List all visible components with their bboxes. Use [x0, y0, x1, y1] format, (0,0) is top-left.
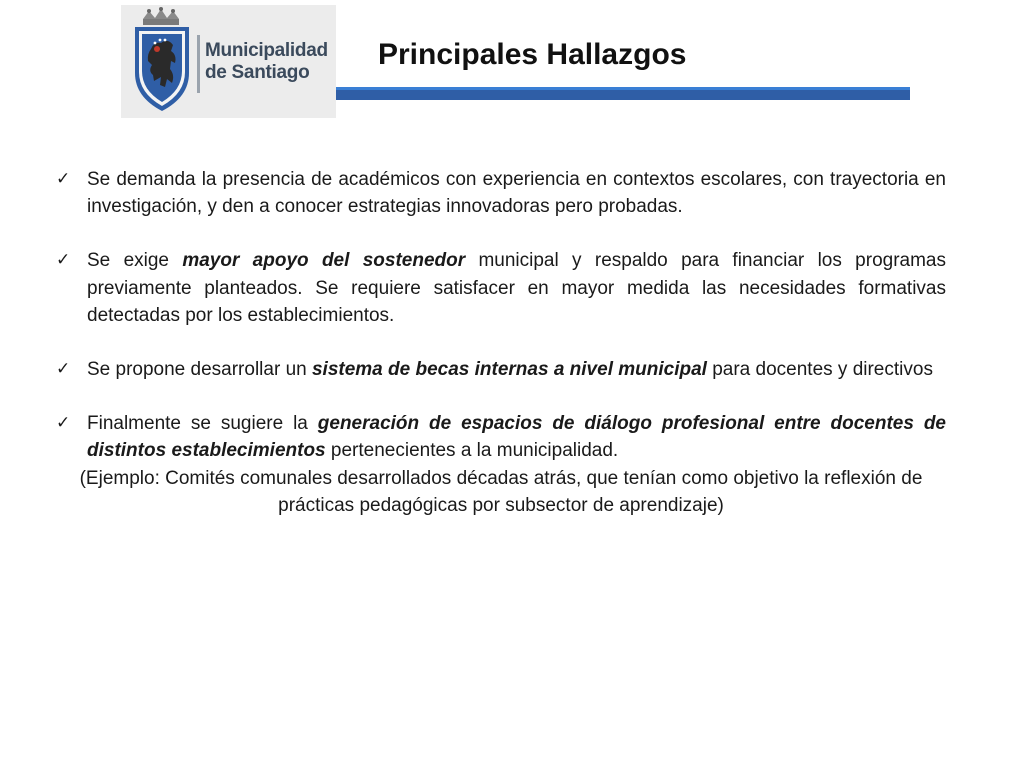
finding-text: Finalmente se sugiere la: [87, 413, 318, 435]
checkmark-icon: ✓: [56, 250, 71, 271]
finding-text: para docentes y directivos: [706, 359, 933, 381]
checkmark-icon: ✓: [56, 169, 71, 189]
finding-emphasis: generación de espacios de diálogo profesional entre docentes de distintos establecimientos: [87, 413, 946, 462]
finding-text: Se propone desarrollar un: [87, 359, 312, 381]
municipal-logo: [121, 5, 336, 118]
checkmark-icon: ✓: [56, 359, 71, 380]
finding-emphasis: sistema de becas internas a nivel municipal: [311, 359, 707, 381]
finding-text: pertenecientes a la municipalidad.: [325, 440, 619, 462]
logo-line-2: de Santiago: [205, 62, 310, 83]
page-title: Principales Hallazgos: [378, 38, 687, 71]
header-rule-highlight: [336, 87, 910, 90]
finding-emphasis: mayor apoyo del sostenedor: [182, 250, 466, 272]
finding-text: Se demanda la presencia de académicos con experiencia en contextos escolares, con trayectoria en investigación, y den a conocer estrategias innovadoras pero probadas.: [87, 169, 946, 218]
logo-line-1: Municipalidad: [205, 40, 328, 61]
finding-item-2: [56, 247, 946, 329]
findings-list: [56, 166, 946, 519]
finding-text: Se exige: [87, 250, 183, 272]
finding-item-1: [56, 166, 946, 220]
finding-item-3: [56, 356, 946, 383]
checkmark-icon: ✓: [56, 413, 71, 434]
finding-item-4: [56, 410, 946, 464]
logo-wordmark: [205, 40, 328, 84]
example-note: (Ejemplo: Comités comunales desarrollados décadas atrás, que tenían como objetivo la reflexión de prácticas pedagógicas por subsector de aprendizaje): [79, 467, 923, 516]
finding-text: municipal y respaldo para financiar los programas previamente planteados. Se requiere satisfacer en mayor medida las necesidades formativas detectadas por los establecimientos.: [87, 250, 946, 326]
